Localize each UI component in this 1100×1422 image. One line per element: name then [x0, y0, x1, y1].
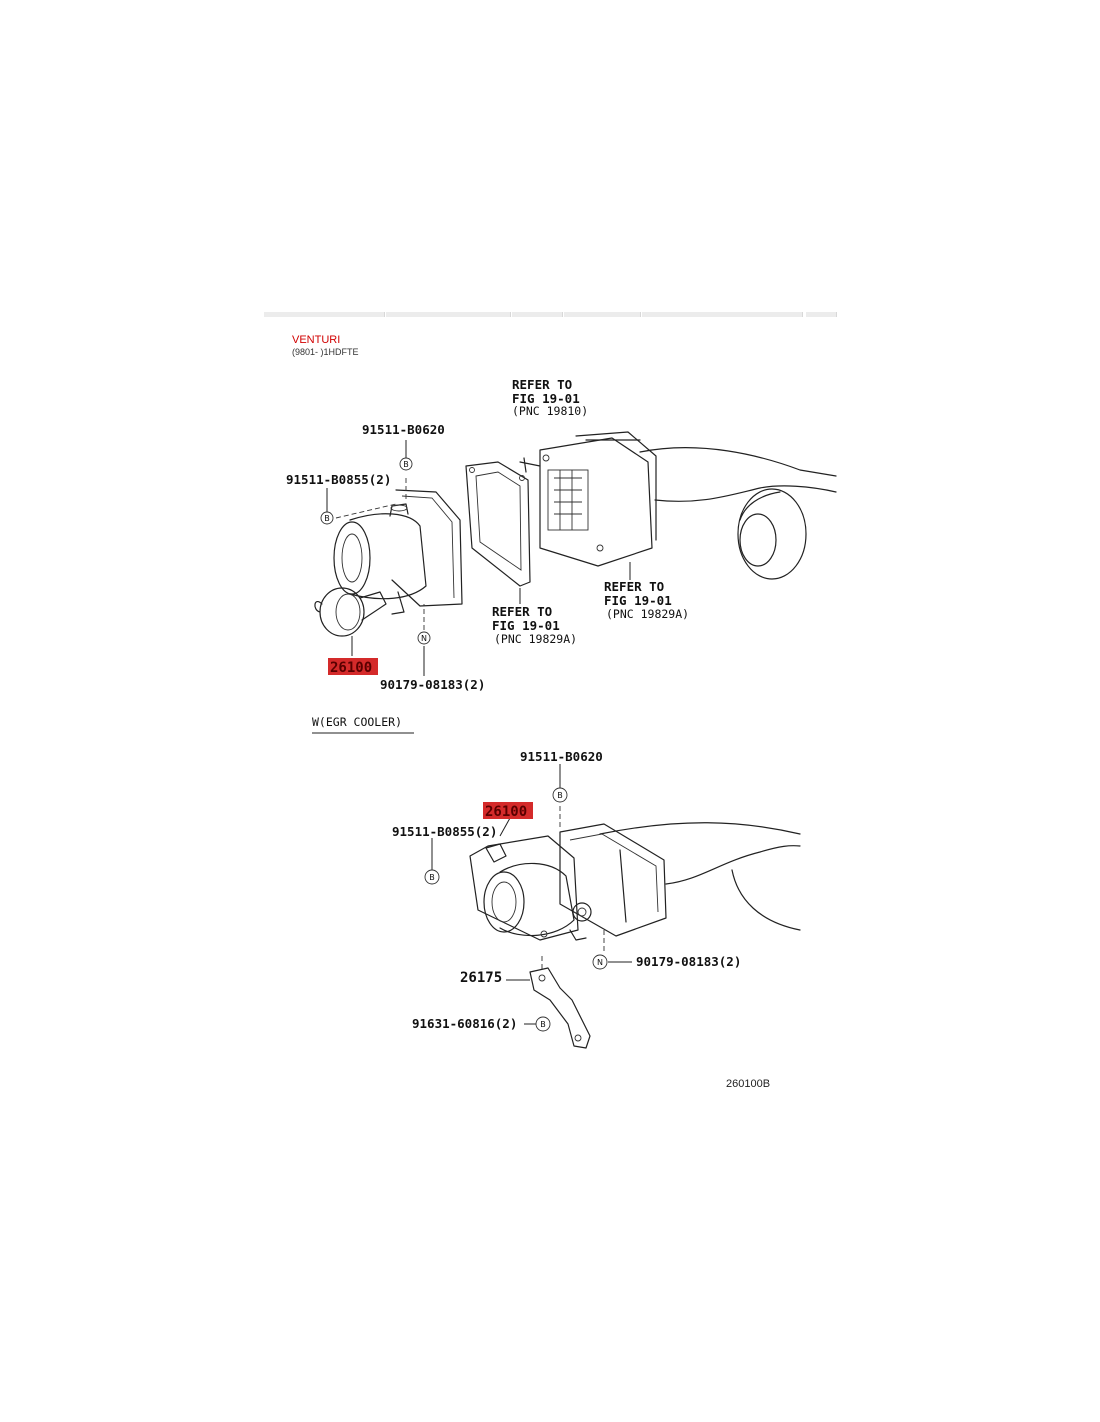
venturi-assembly-top: [315, 490, 462, 636]
bracket-26175: [530, 968, 590, 1048]
intake-pipe-top: [640, 448, 836, 579]
refer-label-line: FIG 19-01: [512, 391, 580, 406]
svg-text:N: N: [421, 634, 427, 643]
svg-text:N: N: [597, 958, 603, 967]
diagram-title: VENTURI: [292, 334, 341, 346]
svg-text:B: B: [403, 460, 409, 469]
bolt-callout-b-5: [536, 1017, 550, 1031]
svg-text:B: B: [540, 1020, 546, 1029]
bolt-callout-b-4: [425, 870, 439, 884]
venturi-assembly-bottom: [470, 836, 591, 940]
bolt-callout-b-2: [321, 512, 333, 524]
part-number-label: 91631-60816(2): [412, 1016, 518, 1031]
svg-text:B: B: [557, 791, 563, 800]
svg-text:26100: 26100: [485, 804, 528, 820]
refer-label-line: REFER TO: [492, 604, 553, 619]
part-number-label: 91511-B0855(2): [286, 472, 392, 487]
highlighted-part-26100[interactable]: [328, 658, 378, 676]
refer-label-line: FIG 19-01: [604, 593, 672, 608]
egr-cooler-pipe: [600, 823, 800, 930]
part-number-label: 90179-08183(2): [380, 677, 486, 692]
part-number-label: 91511-B0620: [520, 749, 603, 764]
figure-code: 260100B: [726, 1078, 771, 1090]
bolt-callout-b-1: [400, 458, 412, 470]
svg-text:B: B: [429, 873, 435, 882]
highlighted-part-26100-bottom[interactable]: [483, 802, 533, 820]
svg-text:26100: 26100: [330, 660, 373, 676]
refer-label-line: FIG 19-01: [492, 618, 560, 633]
svg-text:B: B: [324, 514, 330, 523]
egr-valve-body: [520, 432, 656, 566]
refer-label-line: (PNC 19829A): [494, 632, 578, 646]
part-number-label: 91511-B0620: [362, 422, 445, 437]
part-number-label: 90179-08183(2): [636, 954, 742, 969]
part-number-label: 91511-B0855(2): [392, 824, 498, 839]
gasket-top: [466, 462, 530, 586]
section-label: W(EGR COOLER): [312, 715, 403, 729]
refer-label-line: REFER TO: [604, 579, 665, 594]
bolt-callout-b-3: [553, 788, 567, 802]
part-number-label: 26175: [460, 970, 503, 986]
refer-label-line: (PNC 19810): [512, 404, 589, 418]
refer-label-line: (PNC 19829A): [606, 607, 690, 621]
nut-callout-n-2: [593, 955, 607, 969]
diagram-subtitle: (9801- )1HDFTE: [292, 347, 359, 357]
nut-callout-n: [418, 632, 430, 644]
refer-label-line: REFER TO: [512, 377, 573, 392]
